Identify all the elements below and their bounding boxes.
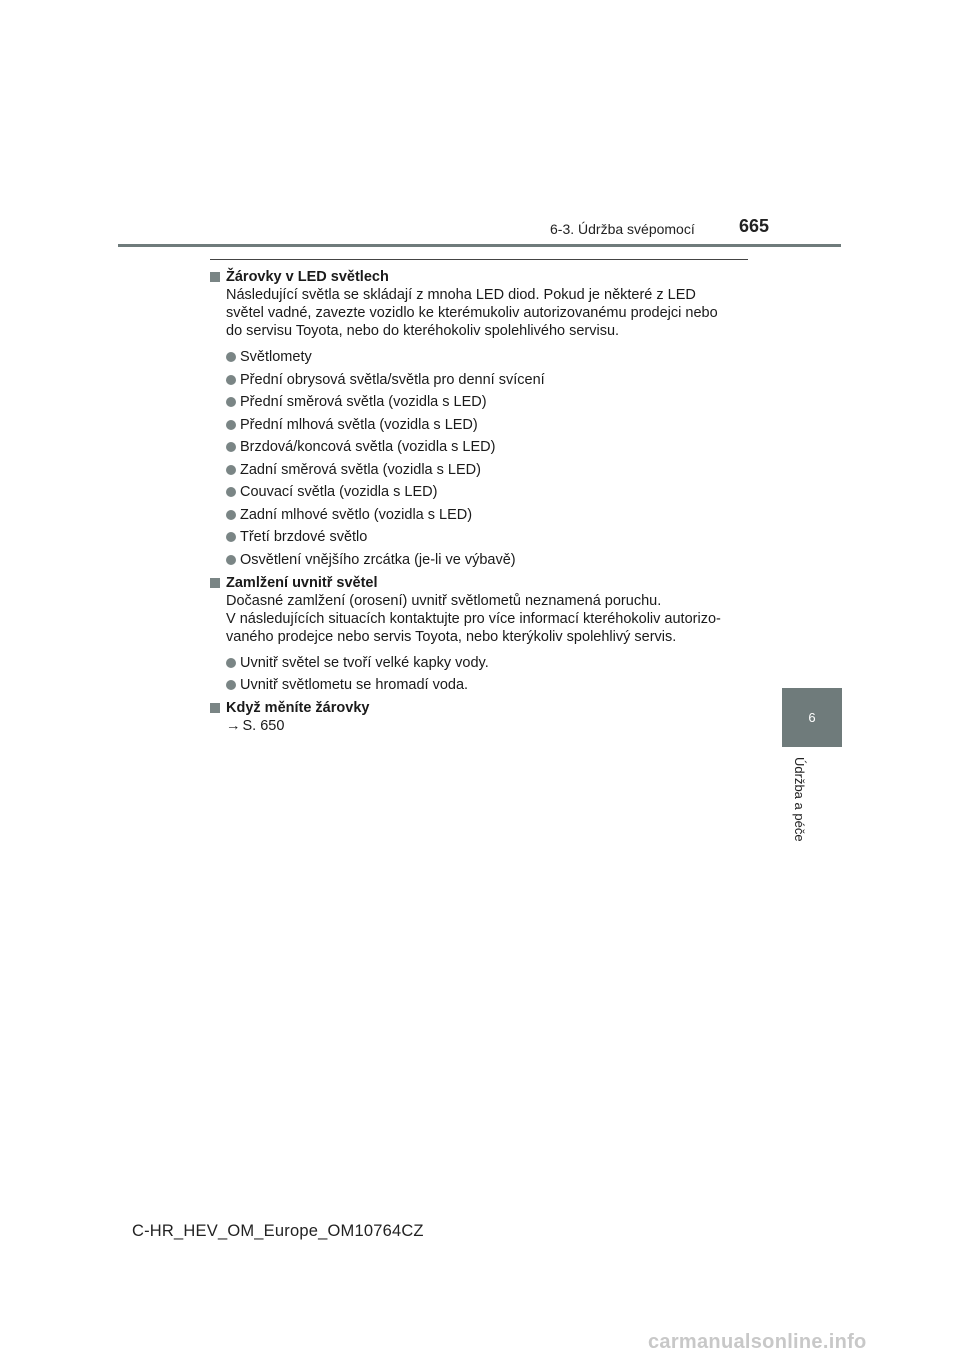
list-item-text: Přední mlhová světla (vozidla s LED) <box>240 416 478 433</box>
chapter-label: Údržba a péče <box>792 757 807 842</box>
arrow-right-icon: → <box>226 718 241 734</box>
section-title: Žárovky v LED světlech <box>226 269 389 285</box>
list-item <box>210 438 748 456</box>
circle-bullet-icon <box>226 555 236 565</box>
watermark: carmanualsonline.info <box>648 1331 867 1353</box>
circle-bullet-icon <box>226 352 236 362</box>
list-item-text: Přední směrová světla (vozidla s LED) <box>240 394 487 410</box>
list-item <box>210 654 748 672</box>
section-heading-bulbs <box>210 699 748 717</box>
circle-bullet-icon <box>226 465 236 475</box>
section-heading-led <box>210 268 748 286</box>
circle-bullet-icon <box>226 442 236 452</box>
list-item-text: Světlomety <box>240 349 312 365</box>
paragraph-line: Následující světla se skládají z mnoha LED diod. Pokud je některé z LED <box>226 287 696 303</box>
page-number: 665 <box>739 216 770 236</box>
list-item <box>210 461 748 479</box>
circle-bullet-icon <box>226 487 236 497</box>
circle-bullet-icon <box>226 397 236 407</box>
section-title: Zamlžení uvnitř světel <box>226 574 378 591</box>
circle-bullet-icon <box>226 658 236 668</box>
circle-bullet-icon <box>226 532 236 542</box>
paragraph-line: světel vadné, zavezte vozidlo ke kterémukoliv autorizovanému prodejci nebo <box>226 305 718 321</box>
page-reference-text: S. 650 <box>242 718 285 734</box>
list-item-text: Osvětlení vnějšího zrcátka (je-li ve výbavě) <box>240 551 516 568</box>
list-item <box>210 416 748 434</box>
chapter-number: 6 <box>808 710 816 725</box>
list-item <box>210 483 748 501</box>
paragraph-line: do servisu Toyota, nebo do kteréhokoliv spolehlivého servisu. <box>226 323 620 339</box>
paragraph-line: vaného prodejce nebo servis Toyota, nebo kterýkoliv spolehlivý servis. <box>226 628 677 645</box>
list-item-text: Přední obrysová světla/světla pro denní svícení <box>240 371 545 388</box>
list-item <box>210 676 748 694</box>
header-section-title: 6-3. Údržba svépomocí <box>550 221 695 237</box>
square-bullet-icon <box>210 272 220 282</box>
square-bullet-icon <box>210 578 220 588</box>
paragraph-line: Dočasné zamlžení (orosení) uvnitř světlometů neznamená poruchu. <box>226 592 662 609</box>
content-rule <box>210 259 748 260</box>
chapter-tab[interactable] <box>782 688 842 747</box>
list-item <box>210 528 748 546</box>
list-item-text: Couvací světla (vozidla s LED) <box>240 484 438 500</box>
section-paragraph <box>226 286 748 340</box>
section-heading-fog <box>210 574 748 592</box>
content <box>210 265 748 735</box>
list-item <box>210 393 748 411</box>
section-title: Když měníte žárovky <box>226 700 370 716</box>
list-item-text: Třetí brzdové světlo <box>240 529 368 545</box>
circle-bullet-icon <box>226 680 236 690</box>
list-item-text: Brzdová/koncová světla (vozidla s LED) <box>240 439 496 455</box>
list-item-text: Uvnitř světlometu se hromadí voda. <box>240 677 469 693</box>
list-item-text: Uvnitř světel se tvoří velké kapky vody. <box>240 654 489 671</box>
document-code: C-HR_HEV_OM_Europe_OM10764CZ <box>132 1222 424 1240</box>
list-item-text: Zadní mlhové světlo (vozidla s LED) <box>240 506 473 523</box>
list-item <box>210 506 748 524</box>
circle-bullet-icon <box>226 510 236 520</box>
list-item-text: Zadní směrová světla (vozidla s LED) <box>240 461 481 478</box>
section-paragraph <box>226 592 748 646</box>
circle-bullet-icon <box>226 420 236 430</box>
square-bullet-icon <box>210 703 220 713</box>
list-item <box>210 348 748 366</box>
paragraph-line: V následujících situacích kontaktujte pro více informací kteréhokoliv autorizo- <box>226 610 721 627</box>
circle-bullet-icon <box>226 375 236 385</box>
list-item <box>210 371 748 389</box>
list-item <box>210 551 748 569</box>
page-reference[interactable] <box>226 717 748 735</box>
header-rule <box>118 244 841 247</box>
